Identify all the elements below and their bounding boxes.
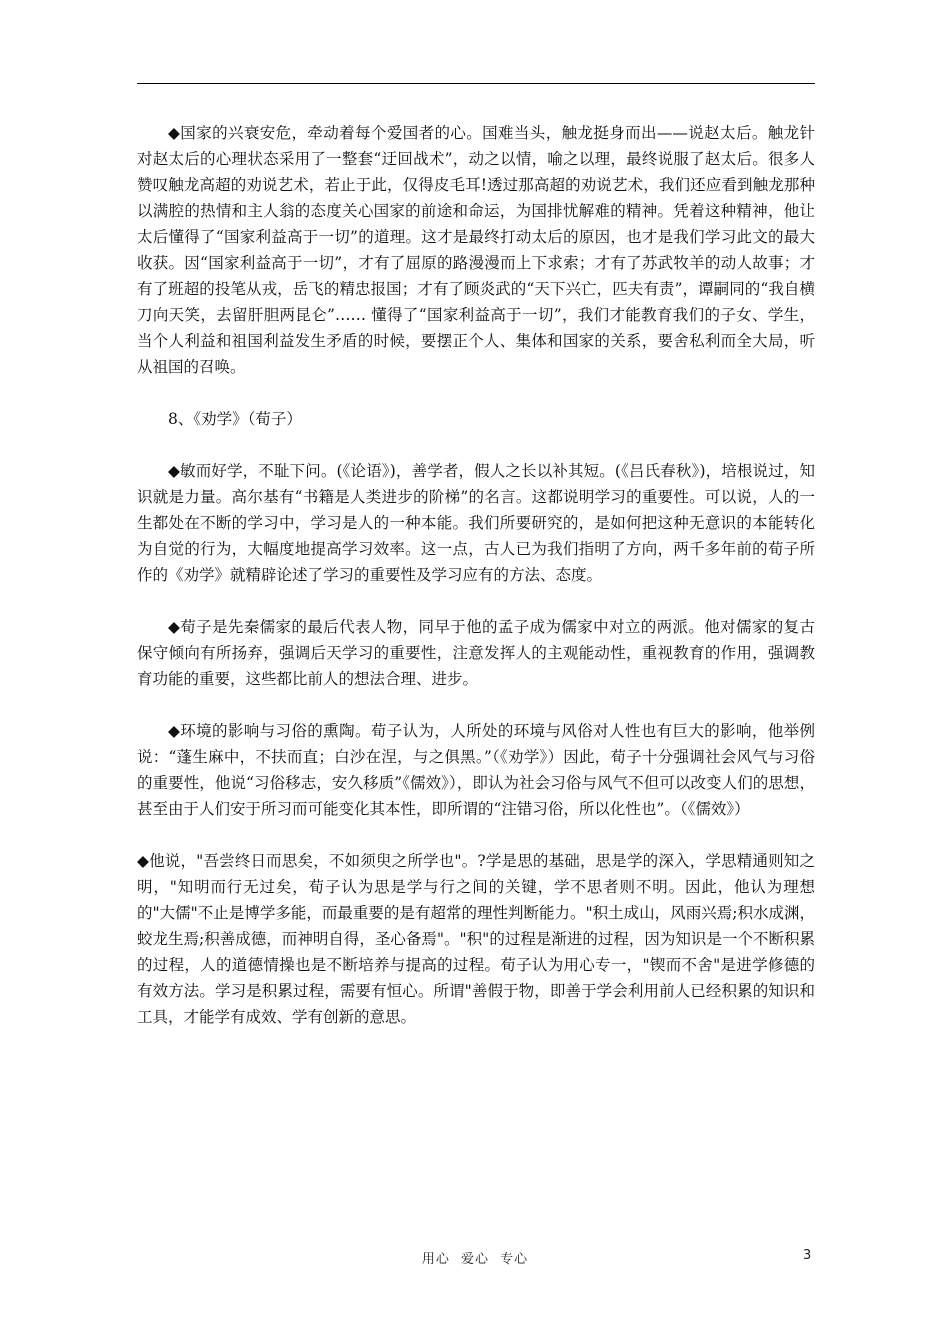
section-heading-quanxue: 8、《劝学》（荀子） — [168, 410, 302, 428]
footer-motto: 用心 爱心 专心 — [421, 1252, 529, 1267]
paragraph-environment-influence: ◆环境的影响与习俗的熏陶。荀子认为，人所处的环境与风俗对人性也有巨大的影响，他举例说：“蓬生麻中，不扶而直；白沙在涅，与之俱黑。”（《劝学》）因此，荀子十分强调社会风气与习俗的重要性，他说“习俗移志，安久移质”《儒效》），即认为社会习俗与风气不但可以改变人们的思想，甚至由于人们安于所习而可能变化其本性，即所谓的“注错习俗，所以化性也”。（《儒效》） — [137, 722, 815, 818]
document-body — [137, 120, 815, 1056]
paragraph-learning-importance: ◆敏而好学，不耻下问。(《论语》)，善学者，假人之长以补其短。(《吕氏春秋》)，培根说过，知识就是力量。高尔基有“书籍是人类进步的阶梯”的名言。这都说明学习的重要性。可以说，人的一生都处在不断的学习中，学习是人的一种本能。我们所要研究的，是如何把这种无意识的本能转化为自觉的行为，大幅度地提高学习效率。这一点，古人已为我们指明了方向，两千多年前的荀子所作的《劝学》就精辟论述了学习的重要性及学习应有的方法、态度。 — [137, 462, 815, 584]
paragraph-learning-thinking: ◆他说，"吾尝终日而思矣，不如须臾之所学也"。?学是思的基础，思是学的深入，学思精通则知之明，"知明而行无过矣，荀子认为思是学与行之间的关键，学不思者则不明。因此，他认为理想的"大儒"不止是博学多能，而最重要的是有超常的理性判断能力。"积土成山，风雨兴焉;积水成渊，蛟龙生焉;积善成德，而神明自得，圣心备焉"。"积"的过程是渐进的过程，因为知识是一个不断积累的过程，人的道德情操也是不断培养与提高的过程。荀子认为用心专一，"锲而不舍"是进学修德的有效方法。学习是积累过程，需要有恒心。所谓"善假于物，即善于学会利用前人已经积累的知识和工具，才能学有成效、学有创新的意思。 — [137, 852, 815, 1026]
page-number: 3 — [803, 1248, 812, 1263]
paragraph-chulong: ◆国家的兴衰安危，牵动着每个爱国者的心。国难当头，触龙挺身而出——说赵太后。触龙针对赵太后的心理状态采用了一整套“迂回战术”，动之以情，喻之以理，最终说服了赵太后。很多人赞叹触龙高超的劝说艺术，若止于此，仅得皮毛耳!透过那高超的劝说艺术，我们还应看到触龙那种以满腔的热情和主人翁的态度关心国家的前途和命运，为国排忧解难的精神。凭着这种精神，他让太后懂得了“国家利益高于一切”的道理。这才是最终打动太后的原因，也才是我们学习此文的最大收获。因“国家利益高于一切”，才有了屈原的路漫漫而上下求索；才有了苏武牧羊的动人故事；才有了班超的投笔从戎，岳飞的精忠报国；才有了顾炎武的“天下兴亡，匹夫有责”，谭嗣同的“我自横刀向天笑，去留肝胆两昆仑”…… 懂得了“国家利益高于一切”，我们才能教育我们的子女、学生，当个人利益和祖国利益发生矛盾的时候，要摆正个人、集体和国家的关系，要舍私利而全大局，听从祖国的召唤。 — [137, 124, 815, 376]
header-rule — [137, 83, 815, 84]
paragraph-xunzi-intro: ◆荀子是先秦儒家的最后代表人物，同早于他的孟子成为儒家中对立的两派。他对儒家的复古保守倾向有所扬弃，强调后天学习的重要性，注意发挥人的主观能动性，重视教育的作用，强调教育功能的重要，这些都比前人的想法合理、进步。 — [137, 618, 815, 688]
